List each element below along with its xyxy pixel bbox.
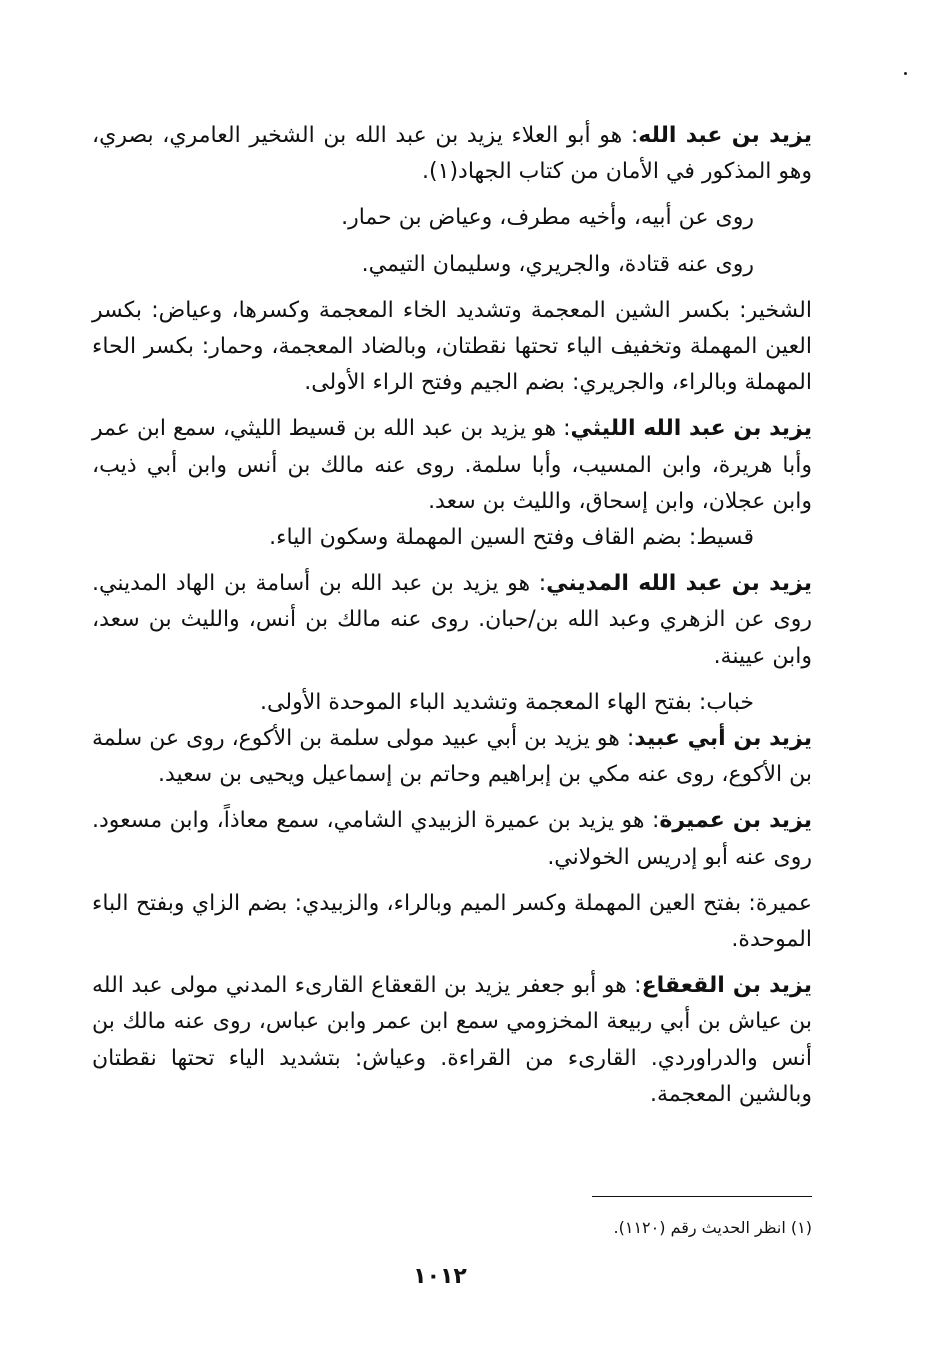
- narrated-by: [92, 247, 812, 283]
- entry-text: الشخير: بكسر الشين المعجمة وتشديد الخاء المعجمة وكسرها، وعياض: بكسر العين المهملة وتخفيف الياء تحتها نقطتان، وبالضاد المعجمة، وحمار: بكسر الحاء المهملة وبالراء، والجريري: بضم الجيم وفتح الراء الأولى.: [92, 297, 812, 396]
- entry-note-khabbab: [92, 685, 812, 721]
- entry-text: خباب: بفتح الهاء المعجمة وتشديد الباء الموحدة الأولى.: [260, 689, 754, 715]
- entry-text: : هو يزيد بن عبد الله بن قسيط الليثي، سمع ابن عمر وأبا هريرة، وابن المسيب، وأبا سلمة. روى عنه مالك بن أنس وابن أبي ذيب، وابن عجلان، وابن إسحاق، والليث بن سعد.: [92, 416, 812, 514]
- entry-term: يزيد بن عبد الله المديني: [546, 571, 812, 597]
- entry-yazid-ibn-al-qaqa: [92, 968, 812, 1113]
- entry-yazid-ibn-abdullah: [92, 118, 812, 190]
- entry-yazid-ibn-abi-ubayd: [92, 721, 812, 793]
- entry-text: : هو أبو جعفر يزيد بن القعقاع القارىء المدني مولى عبد الله بن عياش بن أبي ربيعة المخزومي سمع ابن عمر وابن عباس، روى عنه مالك بن أنس والدراوردي. القارىء من القراءة. وعياش: بتشديد الياء تحتها نقطتان وبالشين المعجمة.: [92, 973, 812, 1107]
- entry-text: عميرة: بفتح العين المهملة وكسر الميم وبالراء، والزبيدي: بضم الزاي وبفتح الباء الموحدة.: [92, 890, 812, 953]
- footnote: (١) انظر الحديث رقم (١١٢٠).: [613, 1218, 812, 1237]
- entry-text: قسيط: بضم القاف وفتح السين المهملة وسكون الياء.: [269, 525, 754, 551]
- narrated-from: [92, 200, 812, 236]
- entry-text: روى عنه قتادة، والجريري، وسليمان التيمي.: [361, 251, 754, 277]
- entry-yazid-al-madini: [92, 566, 812, 675]
- entry-note-umayra: [92, 886, 812, 958]
- entry-term: يزيد بن أبي عبيد: [634, 726, 812, 752]
- entry-text: روى عن أبيه، وأخيه مطرف، وعياض بن حمار.: [341, 205, 754, 231]
- page-number: ١٠١٢: [413, 1264, 467, 1289]
- entry-text: : هو أبو العلاء يزيد بن عبد الله بن الشخير العامري، بصري، وهو المذكور في الأمان من كتاب الجهاد(١).: [92, 123, 812, 185]
- entry-term: يزيد بن عبد الله: [638, 123, 812, 148]
- entry-term: يزيد بن عبد الله الليثي: [570, 416, 812, 442]
- entry-yazid-al-laythi: [92, 411, 812, 520]
- entry-yazid-ibn-umayra: [92, 803, 812, 875]
- entry-text: : هو يزيد بن عميرة الزبيدي الشامي، سمع معاذاً، وابن مسعود. روى عنه أبو إدريس الخولاني.: [92, 808, 812, 870]
- entry-term: يزيد بن عميرة: [659, 808, 812, 834]
- entry-term: يزيد بن القعقاع: [641, 973, 813, 999]
- entry-note-shikhkhir: [92, 293, 812, 402]
- entry-text: : هو يزيد بن عبد الله بن أسامة بن الهاد المديني. روى عن الزهري وعبد الله بن/حبان. روى عنه مالك بن أنس، والليث بن سعد، وابن عيينة.: [92, 571, 812, 669]
- main-text: [92, 118, 812, 1113]
- entry-note-qusayt: [92, 520, 812, 556]
- footnote-divider: [592, 1196, 812, 1197]
- entry-text: : هو يزيد بن أبي عبيد مولى سلمة بن الأكوع، روى عن سلمة بن الأكوع، روى عنه مكي بن إبراهيم وحاتم بن إسماعيل ويحيى بن سعيد.: [92, 726, 812, 788]
- scan-speck: [904, 72, 907, 75]
